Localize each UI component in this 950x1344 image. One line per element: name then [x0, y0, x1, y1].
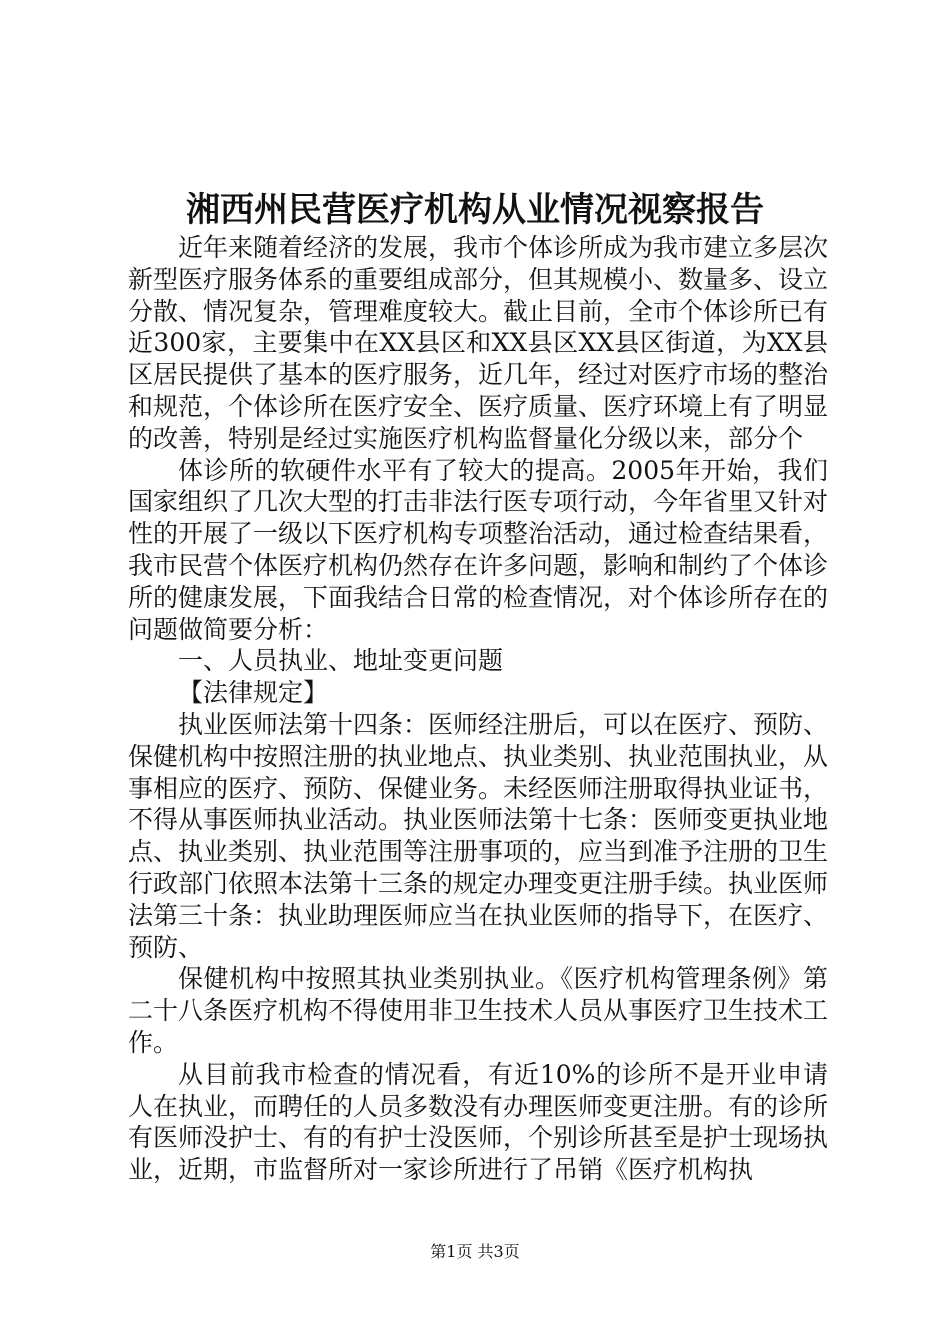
- paragraph: 保健机构中按照其执业类别执业。《医疗机构管理条例》第二十八条医疗机构不得使用非卫生技术人员从事医疗卫生技术工作。: [128, 964, 829, 1057]
- page-footer: 第1页 共3页: [430, 1242, 520, 1261]
- paragraph: 执业医师法第十四条：医师经注册后，可以在医疗、预防、保健机构中按照注册的执业地点、执业类别、执业范围执业，从事相应的医疗、预防、保健业务。未经医师注册取得执业证书，不得从事医师执业活动。执业医师法第十七条：医师变更执业地点、执业类别、执业范围等注册事项的，应当到准予注册的卫生行政部门依照本法第十三条的规定办理变更注册手续。执业医师法第三十条：执业助理医师应当在执业医师的指导下，在医疗、预防、: [128, 709, 829, 962]
- document-title: 湘西州民营医疗机构从业情况视察报告: [186, 190, 764, 230]
- document-body: [128, 232, 828, 1186]
- section-heading: 一、人员执业、地址变更问题: [178, 646, 504, 676]
- paragraph: 从目前我市检查的情况看，有近10%的诊所不是开业申请人在执业，而聘任的人员多数没有办理医师变更注册。有的诊所有医师没护士、有的有护士没医师，个别诊所甚至是护士现场执业，近期，市监督所对一家诊所进行了吊销《医疗机构执: [128, 1059, 829, 1185]
- section-subheading: 【法律规定】: [178, 678, 329, 708]
- paragraph: 近年来随着经济的发展，我市个体诊所成为我市建立多层次新型医疗服务体系的重要组成部分，但其规模小、数量多、设立分散、情况复杂，管理难度较大。截止目前，全市个体诊所已有近300家，主要集中在XX县区和XX县区XX县区街道，为XX县区居民提供了基本的医疗服务，近几年，经过对医疗市场的整治和规范，个体诊所在医疗安全、医疗质量、医疗环境上有了明显的改善，特别是经过实施医疗机构监督量化分级以来，部分个: [128, 233, 829, 453]
- paragraph: 体诊所的软硬件水平有了较大的提高。2005年开始，我们国家组织了几次大型的打击非法行医专项行动，今年省里又针对性的开展了一级以下医疗机构专项整治活动，通过检查结果看，我市民营个体医疗机构仍然存在许多问题，影响和制约了个体诊所的健康发展，下面我结合日常的检查情况，对个体诊所存在的问题做简要分析：: [128, 455, 829, 644]
